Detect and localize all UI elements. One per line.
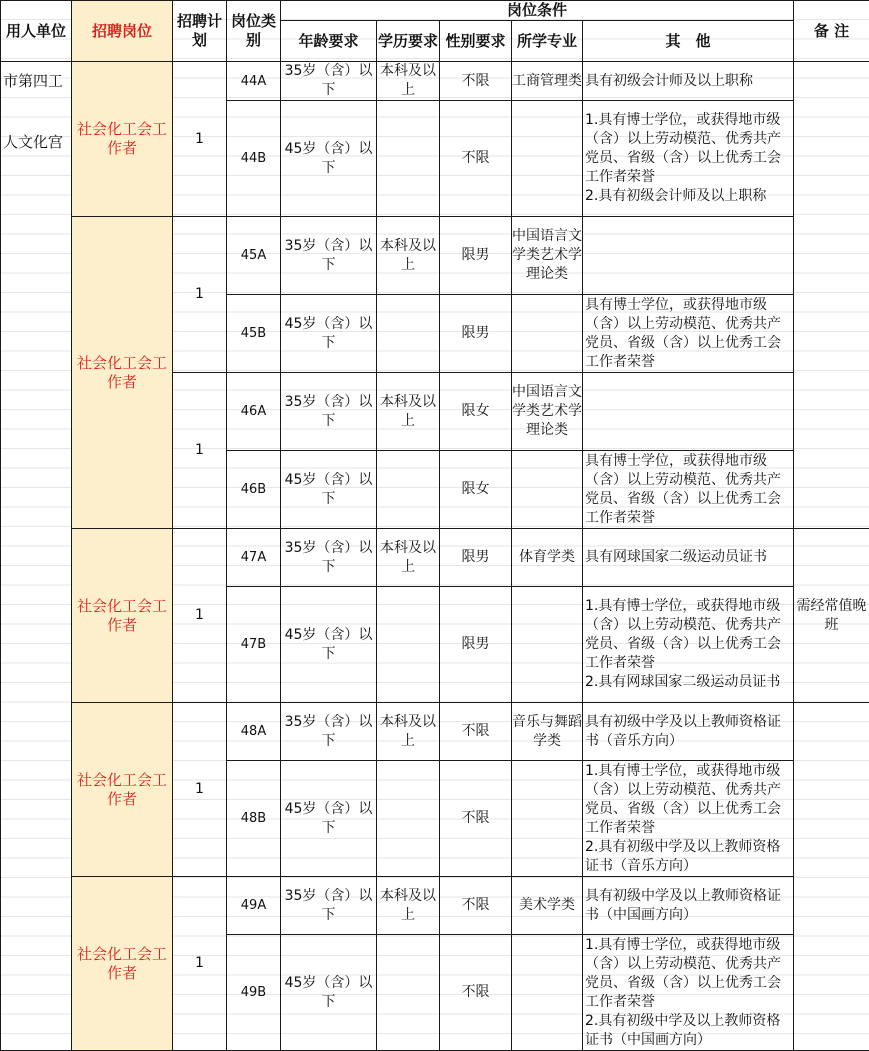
education-requirement — [377, 935, 440, 1051]
post-name: 社会化工会工作者 — [72, 877, 173, 1051]
education-requirement: 本科及以上 — [377, 217, 440, 295]
education-requirement: 本科及以上 — [377, 373, 440, 451]
other-requirement: 具有博士学位，或获得地市级（含）以上劳动模范、优秀共产党员、省级（含）以上优秀工会工作者荣誉 — [583, 451, 794, 529]
major-requirement — [512, 451, 583, 529]
major-requirement: 中国语言文学类艺术学理论类 — [512, 217, 583, 295]
employer-unit-cell — [1, 62, 72, 1051]
gender-requirement: 不限 — [440, 877, 512, 935]
post-code: 46A — [227, 373, 281, 451]
gender-requirement: 不限 — [440, 62, 512, 101]
post-name: 社会化工会工作者 — [72, 217, 173, 529]
plan-count: 1 — [173, 373, 227, 529]
age-requirement: 35岁（含）以下 — [281, 217, 377, 295]
plan-count: 1 — [173, 877, 227, 1051]
major-requirement: 中国语言文学类艺术学理论类 — [512, 373, 583, 451]
age-requirement: 45岁（含）以下 — [281, 761, 377, 877]
gender-requirement: 限男 — [440, 295, 512, 373]
header-gender: 性别要求 — [440, 21, 512, 62]
age-requirement: 35岁（含）以下 — [281, 877, 377, 935]
education-requirement: 本科及以上 — [377, 877, 440, 935]
post-code: 46B — [227, 451, 281, 529]
education-requirement — [377, 587, 440, 703]
major-requirement — [512, 587, 583, 703]
major-requirement — [512, 761, 583, 877]
table-row — [1, 62, 869, 101]
gender-requirement: 限男 — [440, 217, 512, 295]
post-code: 47B — [227, 587, 281, 703]
other-requirement: 具有初级会计师及以上职称 — [583, 62, 794, 101]
table-row — [1, 217, 869, 295]
post-code: 44B — [227, 101, 281, 217]
education-requirement — [377, 451, 440, 529]
plan-count: 1 — [173, 217, 227, 373]
age-requirement: 35岁（含）以下 — [281, 373, 377, 451]
other-requirement: 1.具有博士学位，或获得地市级（含）以上劳动模范、优秀共产党员、省级（含）以上优秀工会工作者荣誉 2.具有初级中学及以上教师资格证书（中国画方向） — [583, 935, 794, 1051]
major-requirement: 美术学类 — [512, 877, 583, 935]
major-requirement: 工商管理类 — [512, 62, 583, 101]
header-type: 岗位类别 — [227, 1, 281, 62]
post-code: 44A — [227, 62, 281, 101]
other-requirement: 具有网球国家二级运动员证书 — [583, 529, 794, 587]
major-requirement — [512, 935, 583, 1051]
post-code: 48B — [227, 761, 281, 877]
other-requirement: 1.具有博士学位，或获得地市级（含）以上劳动模范、优秀共产党员、省级（含）以上优秀工会工作者荣誉 2.具有初级会计师及以上职称 — [583, 101, 794, 217]
header-conditions: 岗位条件 — [281, 1, 794, 21]
gender-requirement: 限女 — [440, 451, 512, 529]
education-requirement — [377, 761, 440, 877]
other-requirement — [583, 217, 794, 295]
gender-requirement: 不限 — [440, 703, 512, 761]
post-name: 社会化工会工作者 — [72, 62, 173, 217]
plan-count: 1 — [173, 703, 227, 877]
header-other: 其 他 — [583, 21, 794, 62]
remark-cell: 需经常值晚班 — [794, 529, 869, 703]
header-remark: 备 注 — [794, 1, 869, 62]
post-code: 45B — [227, 295, 281, 373]
post-code: 48A — [227, 703, 281, 761]
age-requirement: 45岁（含）以下 — [281, 101, 377, 217]
age-requirement: 45岁（含）以下 — [281, 935, 377, 1051]
header-post: 招聘岗位 — [72, 1, 173, 62]
age-requirement: 45岁（含）以下 — [281, 295, 377, 373]
gender-requirement: 限男 — [440, 529, 512, 587]
plan-count: 1 — [173, 62, 227, 217]
major-requirement: 音乐与舞蹈学类 — [512, 703, 583, 761]
education-requirement — [377, 101, 440, 217]
post-name: 社会化工会工作者 — [72, 703, 173, 877]
header-unit: 用人单位 — [1, 1, 72, 62]
education-requirement: 本科及以上 — [377, 62, 440, 101]
header-major: 所学专业 — [512, 21, 583, 62]
gender-requirement: 不限 — [440, 935, 512, 1051]
post-code: 49B — [227, 935, 281, 1051]
header-plan: 招聘计划 — [173, 1, 227, 62]
gender-requirement: 限女 — [440, 373, 512, 451]
table-header — [1, 1, 869, 62]
remark-cell — [794, 703, 869, 1051]
major-requirement — [512, 101, 583, 217]
table-row — [1, 529, 869, 587]
employer-unit-line1: 市第四工 — [3, 72, 71, 91]
other-requirement: 具有博士学位，或获得地市级（含）以上劳动模范、优秀共产党员、省级（含）以上优秀工会工作者荣誉 — [583, 295, 794, 373]
table-body — [1, 62, 869, 1051]
gender-requirement: 限男 — [440, 587, 512, 703]
header-age: 年龄要求 — [281, 21, 377, 62]
table-row — [1, 703, 869, 761]
remark-cell — [794, 62, 869, 529]
age-requirement: 45岁（含）以下 — [281, 451, 377, 529]
other-requirement: 具有初级中学及以上教师资格证书（音乐方向） — [583, 703, 794, 761]
education-requirement: 本科及以上 — [377, 529, 440, 587]
header-edu: 学历要求 — [377, 21, 440, 62]
post-code: 45A — [227, 217, 281, 295]
other-requirement: 1.具有博士学位，或获得地市级（含）以上劳动模范、优秀共产党员、省级（含）以上优秀工会工作者荣誉 2.具有网球国家二级运动员证书 — [583, 587, 794, 703]
age-requirement: 45岁（含）以下 — [281, 587, 377, 703]
other-requirement — [583, 373, 794, 451]
post-code: 47A — [227, 529, 281, 587]
gender-requirement: 不限 — [440, 101, 512, 217]
employer-unit-line2: 人文化宫 — [3, 133, 71, 152]
age-requirement: 35岁（含）以下 — [281, 529, 377, 587]
other-requirement: 1.具有博士学位，或获得地市级（含）以上劳动模范、优秀共产党员、省级（含）以上优秀工会工作者荣誉 2.具有初级中学及以上教师资格证书（音乐方向） — [583, 761, 794, 877]
age-requirement: 35岁（含）以下 — [281, 62, 377, 101]
other-requirement: 具有初级中学及以上教师资格证书（中国画方向） — [583, 877, 794, 935]
major-requirement: 体育学类 — [512, 529, 583, 587]
table-row — [1, 877, 869, 935]
major-requirement — [512, 295, 583, 373]
age-requirement: 35岁（含）以下 — [281, 703, 377, 761]
education-requirement — [377, 295, 440, 373]
post-code: 49A — [227, 877, 281, 935]
plan-count: 1 — [173, 529, 227, 703]
post-name: 社会化工会工作者 — [72, 529, 173, 703]
education-requirement: 本科及以上 — [377, 703, 440, 761]
gender-requirement: 不限 — [440, 761, 512, 877]
